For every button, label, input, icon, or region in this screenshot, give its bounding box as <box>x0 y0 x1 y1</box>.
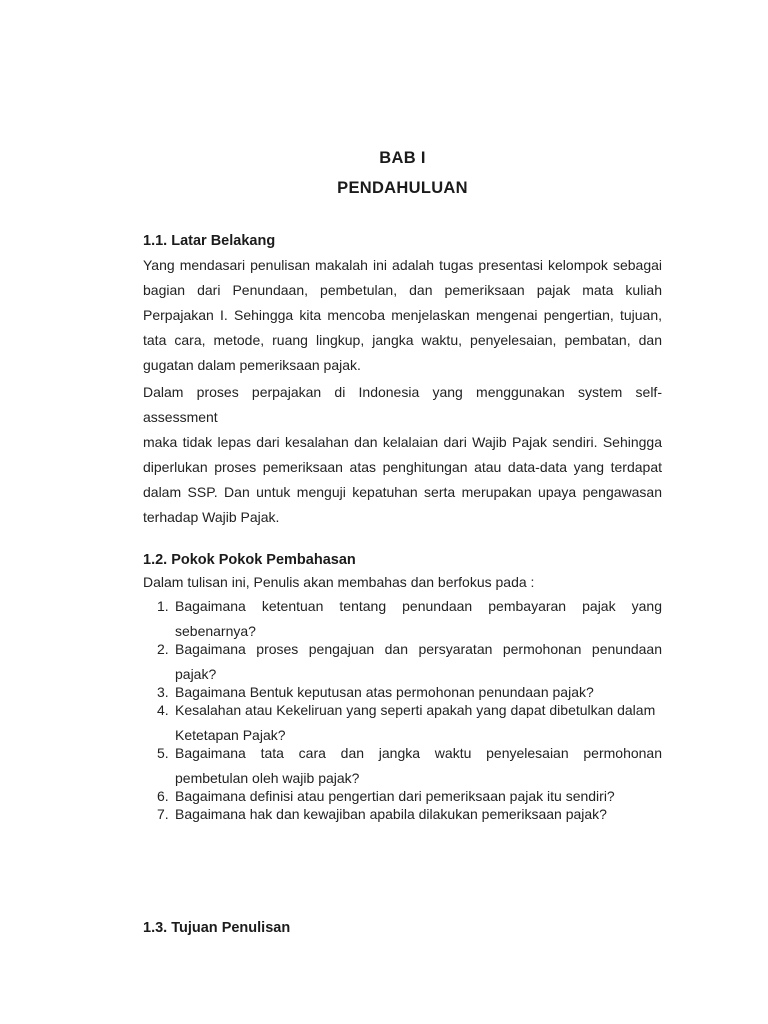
chapter-title-line2: PENDAHULUAN <box>337 179 468 197</box>
chapter-title <box>143 143 662 203</box>
list-item-line: Bagaimana Bentuk keputusan atas permohonan penundaan pajak? <box>175 684 594 700</box>
paragraph-2 <box>143 380 662 530</box>
paragraph-line: terhadap Wajib Pajak. <box>143 509 280 525</box>
paragraph-line: gugatan dalam pemeriksaan pajak. <box>143 357 361 373</box>
list-item <box>157 787 662 805</box>
list-item-number: 5. <box>157 745 169 761</box>
list-item-number: 1. <box>157 598 169 614</box>
list-item-line: pembetulan oleh wajib pajak? <box>175 770 360 786</box>
section-heading-1-2: 1.2. Pokok Pokok Pembahasan <box>143 552 356 568</box>
paragraph-line: Yang mendasari penulisan makalah ini adalah tugas presentasi kelompok sebagai <box>143 257 662 273</box>
paragraph-line: dalam SSP. Dan untuk menguji kepatuhan serta merupakan upaya pengawasan <box>143 484 662 500</box>
list-item-number: 6. <box>157 788 169 804</box>
list-item-line: pajak? <box>175 666 217 682</box>
list-item <box>157 701 662 744</box>
paragraph-line: diperlukan proses pemeriksaan atas penghitungan atau data-data yang terdapat <box>143 459 662 475</box>
paragraph-line: bagian dari Penundaan, pembetulan, dan pemeriksaan pajak mata kuliah <box>143 282 662 298</box>
list-item <box>157 597 662 640</box>
list-item <box>157 683 662 701</box>
section-heading-1-3: 1.3. Tujuan Penulisan <box>143 920 291 936</box>
list-item-line: Bagaimana proses pengajuan dan persyaratan permohonan penundaan <box>175 641 662 657</box>
chapter-title-line1: BAB I <box>379 149 426 167</box>
list-item <box>157 640 662 683</box>
list-item-line: sebenarnya? <box>175 623 256 639</box>
list-item-line: Kesalahan atau Kekeliruan yang seperti apakah yang dapat dibetulkan dalam <box>175 702 656 718</box>
section-heading-1-1: 1.1. Latar Belakang <box>143 233 276 249</box>
paragraph-line: Perpajakan I. Sehingga kita mencoba menjelaskan mengenai pengertian, tujuan, <box>143 307 662 323</box>
list-item <box>157 744 662 787</box>
list-item-number: 4. <box>157 702 169 718</box>
paragraph-line: tata cara, metode, ruang lingkup, jangka waktu, penyelesaian, pembatan, dan <box>143 332 662 348</box>
paragraph-line: Dalam proses perpajakan di Indonesia yang menggunakan system self-assessment <box>143 384 662 425</box>
paragraph-1 <box>143 253 662 378</box>
list-item-line: Bagaimana hak dan kewajiban apabila dilakukan pemeriksaan pajak? <box>175 806 607 822</box>
list-item-line: Bagaimana ketentuan tentang penundaan pembayaran pajak yang <box>175 598 662 614</box>
list-item-line: Ketetapan Pajak? <box>175 727 286 743</box>
list-item <box>157 805 662 823</box>
list-item-number: 3. <box>157 684 169 700</box>
list-item-number: 2. <box>157 641 169 657</box>
list-item-line: Bagaimana definisi atau pengertian dari pemeriksaan pajak itu sendiri? <box>175 788 615 804</box>
paragraph-line: maka tidak lepas dari kesalahan dan kelalaian dari Wajib Pajak sendiri. Sehingga <box>143 434 662 450</box>
list-item-line: Bagaimana tata cara dan jangka waktu penyelesaian permohonan <box>175 745 662 761</box>
list-intro: Dalam tulisan ini, Penulis akan membahas dan berfokus pada : <box>143 574 535 590</box>
list-item-number: 7. <box>157 806 169 822</box>
numbered-list <box>143 597 662 823</box>
